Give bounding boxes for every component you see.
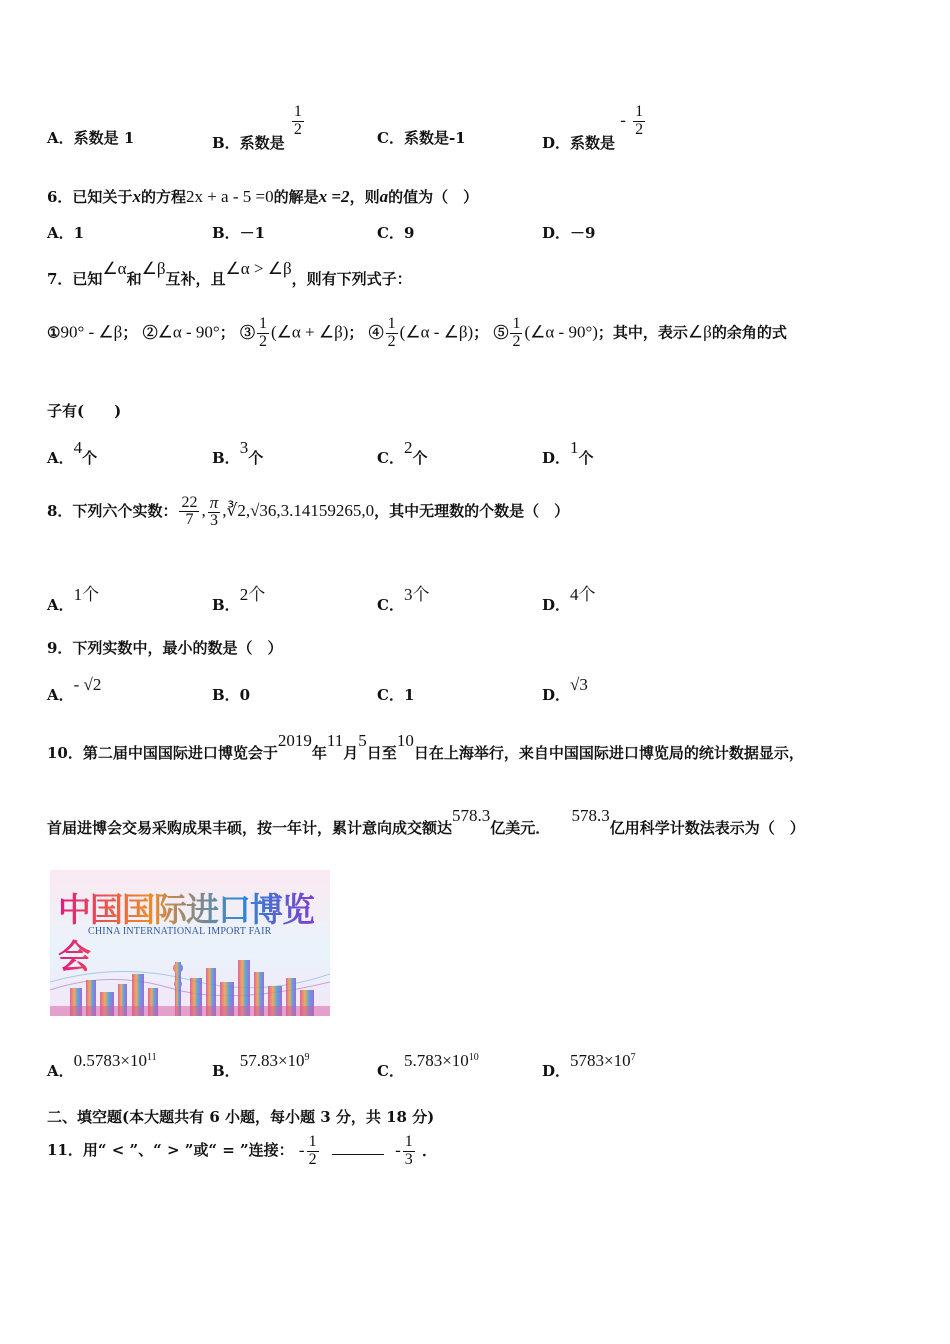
- q7-option-d: D．1个: [542, 438, 594, 467]
- q5-option-d-fraction: $\frac{1}{2}$: [635, 103, 644, 138]
- q5-option-b-fraction: $\frac{1}{2}$: [293, 103, 302, 138]
- banner-title: 中国国际进口博览会: [58, 884, 330, 978]
- q5-option-d-sign: -: [620, 110, 626, 130]
- q5-option-c: C．系数是-1: [377, 129, 466, 147]
- q6-option-d: D．－9: [542, 224, 596, 242]
- q6-option-c: C．9: [377, 224, 415, 242]
- question-6-stem: 6．已知关于x的方程2x + a - 5 =0的解是x =2，则a的值为（ ）: [47, 187, 479, 206]
- q6-option-a: A．1: [47, 224, 85, 242]
- q9-option-b: B．0: [212, 686, 251, 704]
- q9-option-a: A．- √2: [47, 675, 102, 704]
- banner-subtitle: CHINA INTERNATIONAL IMPORT FAIR: [88, 926, 272, 937]
- q8-option-a: A．1个: [47, 585, 100, 614]
- q5-option-b-label: B．系数是: [212, 134, 285, 153]
- q11-answer-blank[interactable]: [332, 1154, 384, 1155]
- import-expo-banner-image: [50, 870, 330, 1016]
- question-10-line1: 10．第二届中国国际进口博览会于2019年11月5日至10日在上海举行，来自中国国际进口博览局的统计数据显示，: [47, 731, 804, 762]
- question-7-line2: 子有( ): [47, 402, 122, 420]
- question-7-stem: 7．已知∠α和∠β互补，且∠α > ∠β，则有下列式子：: [47, 259, 412, 288]
- q5-option-d: [542, 103, 647, 153]
- q5-option-d-label: D．系数是: [542, 134, 616, 153]
- city-skyline-graphic: [50, 870, 330, 1016]
- q10-option-a: A．$0.5783\times 10^{11}$: [47, 1051, 157, 1080]
- q8-option-c: C．3个: [377, 585, 430, 614]
- q8-option-d: D．4个: [542, 585, 596, 614]
- q9-option-c: C．1: [377, 686, 415, 704]
- question-9-stem: 9．下列实数中，最小的数是（ ）: [47, 639, 283, 657]
- q10-option-c: C．$5.783\times 10^{10}$: [377, 1051, 479, 1080]
- q6-option-b: B．－1: [212, 224, 266, 242]
- question-11: 11．用“ < ”、“ > ”或“ = ”连接： - $\frac{1}{2}$ - $\frac{1}{3}$ ．: [47, 1133, 437, 1168]
- section-2-heading: 二、填空题(本大题共有 6 小题，每小题 3 分，共 18 分): [47, 1108, 435, 1126]
- q7-option-a: A．4个: [47, 438, 98, 467]
- q5-option-b: [212, 103, 306, 153]
- question-10-line2: 首届进博会交易采购成果丰硕，按一年计，累计意向成交额达578.3亿美元． 578.3亿用科学计数法表示为（ ）: [47, 806, 805, 837]
- question-7-expressions: ①90° - ∠β； ②∠α - 90°； ③ $\frac{1}{2}$ (∠α + ∠β)； ④ $\frac{1}{2}$ (∠α - ∠β)； ⑤ $\frac{1}{2}$ (∠α - 90°)；其中，表示∠β的余角的式: [47, 315, 787, 350]
- question-8-stem: 8．下列六个实数： $\frac{22}{7}$ , $\frac{\pi}{3}$ ,∛2,√36,3.14159265,0，其中无理数的个数是（ ）: [47, 493, 570, 529]
- q8-option-b: B．2个: [212, 585, 266, 614]
- q10-option-d: D．$5783\times 10^7$: [542, 1051, 636, 1080]
- q7-option-b: B．3个: [212, 438, 264, 467]
- q7-option-c: C．2个: [377, 438, 428, 467]
- q10-option-b: B．$57.83\times 10^9$: [212, 1051, 310, 1080]
- q5-option-a: A．系数是 1: [47, 129, 135, 147]
- q9-option-d: D．√3: [542, 675, 588, 704]
